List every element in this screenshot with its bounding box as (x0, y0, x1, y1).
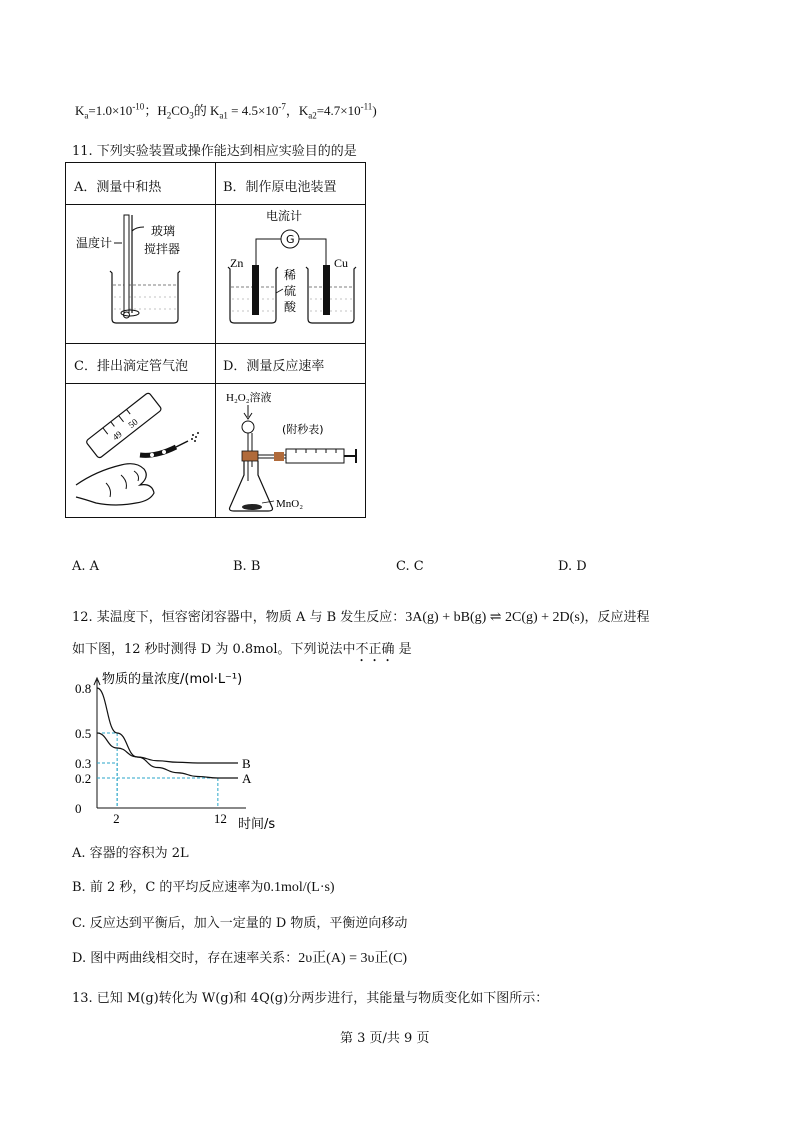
x-axis-label: 时间/s (238, 817, 276, 832)
x-tick-label: 12 (213, 811, 227, 826)
label-h2o2: H₂O₂溶液 (226, 392, 272, 404)
rate-value: 0.1mol/(L·s) (263, 880, 335, 895)
q11-option-d[interactable]: D. D (558, 559, 587, 574)
label-g: G (286, 233, 295, 246)
q12-option-c[interactable]: C. 反应达到平衡后，加入一定量的 D 物质，平衡逆向移动 (72, 916, 408, 931)
y-tick-label: 0.2 (75, 771, 92, 786)
burette-figure (66, 385, 214, 517)
label-glass-1: 玻璃 (151, 224, 176, 238)
emphasis-not-correct: 不正确 (355, 642, 395, 657)
concentration-time-chart (60, 660, 290, 835)
label-acid-2: 硫 (284, 284, 297, 298)
calorimeter-figure (66, 205, 214, 343)
label-acid-1: 稀 (284, 268, 297, 282)
table-divider-2 (66, 343, 365, 344)
series-label-a: A (242, 771, 252, 786)
page-footer: 第 3 页/共 9 页 (340, 1031, 430, 1046)
ka-constants-line: $K_a=1.0\times 10^{-10}$；$H_2CO_3$的 $K_{a1} = 4.5\times 10^{-7}$，$K_{a2}=4.7\times 10^{-11}$) (75, 101, 377, 121)
cell-label-a: A．测量中和热 (74, 180, 162, 195)
series-line-a (97, 688, 238, 778)
cell-label-d: D．测量反应速率 (223, 359, 325, 374)
table-divider-3 (66, 383, 365, 384)
question-13-stem: 13. 已知 M(g)转化为 W(g)和 4Q(g)分两步进行，其能量与物质变化如下图所示： (72, 991, 549, 1006)
label-ammeter: 电流计 (266, 209, 303, 223)
q12-option-d[interactable]: D. 图中两曲线相交时，存在速率关系：2υ正(A) = 3υ正(C) (72, 951, 408, 966)
label-thermometer: 温度计 (76, 236, 113, 250)
label-glass-2: 搅拌器 (144, 242, 181, 256)
label-50: 50 (126, 416, 140, 431)
series-line-b (97, 733, 238, 763)
label-49: 49 (110, 428, 124, 443)
label-cu: Cu (334, 256, 349, 270)
question-11-table (65, 162, 366, 518)
question-12-stem-line1: 12. 某温度下，恒容密闭容器中，物质 A 与 B 发生反应：3A(g) + bB(g) ⇌ 2C(g) + 2D(s)，反应进程 (72, 610, 650, 625)
y-tick-label: 0.8 (75, 681, 92, 696)
q12-option-b[interactable]: B. 前 2 秒，C 的平均反应速率为0.1mol/(L·s) (72, 880, 335, 895)
galvanic-cell-figure (216, 205, 366, 343)
x-tick-label: 2 (113, 811, 120, 826)
q11-option-c[interactable]: C. C (396, 559, 424, 574)
y-tick-label: 0.3 (75, 756, 92, 771)
label-mno2: MnO₂ (276, 498, 304, 510)
series-label-b: B (242, 756, 251, 771)
question-12-stem-line2: 如下图，12 秒时测得 D 为 0.8mol。下列说法中不正确 是 (72, 642, 412, 657)
y-axis-label: 物质的量浓度/(mol·L⁻¹) (102, 672, 243, 687)
label-acid-3: 酸 (284, 300, 297, 314)
q11-option-a[interactable]: A. A (72, 559, 100, 574)
y-tick-label: 0.5 (75, 726, 92, 741)
label-stopwatch: (附秒表) (282, 423, 324, 436)
q12-option-a[interactable]: A. 容器的容积为 2L (72, 846, 189, 861)
reaction-equation: 3A(g) + bB(g) ⇌ 2C(g) + 2D(s) (405, 610, 585, 625)
y-tick-label: 0 (75, 801, 82, 816)
question-11-stem: 11. 下列实验装置或操作能达到相应实验目的的是 (72, 144, 357, 159)
cell-label-b: B．制作原电池装置 (223, 180, 337, 195)
rate-relation: 2υ正(A) = 3υ正(C) (298, 951, 408, 966)
reaction-rate-figure (216, 385, 366, 517)
label-zn: Zn (230, 256, 244, 270)
cell-label-c: C．排出滴定管气泡 (74, 359, 188, 374)
q11-option-b[interactable]: B. B (233, 559, 261, 574)
